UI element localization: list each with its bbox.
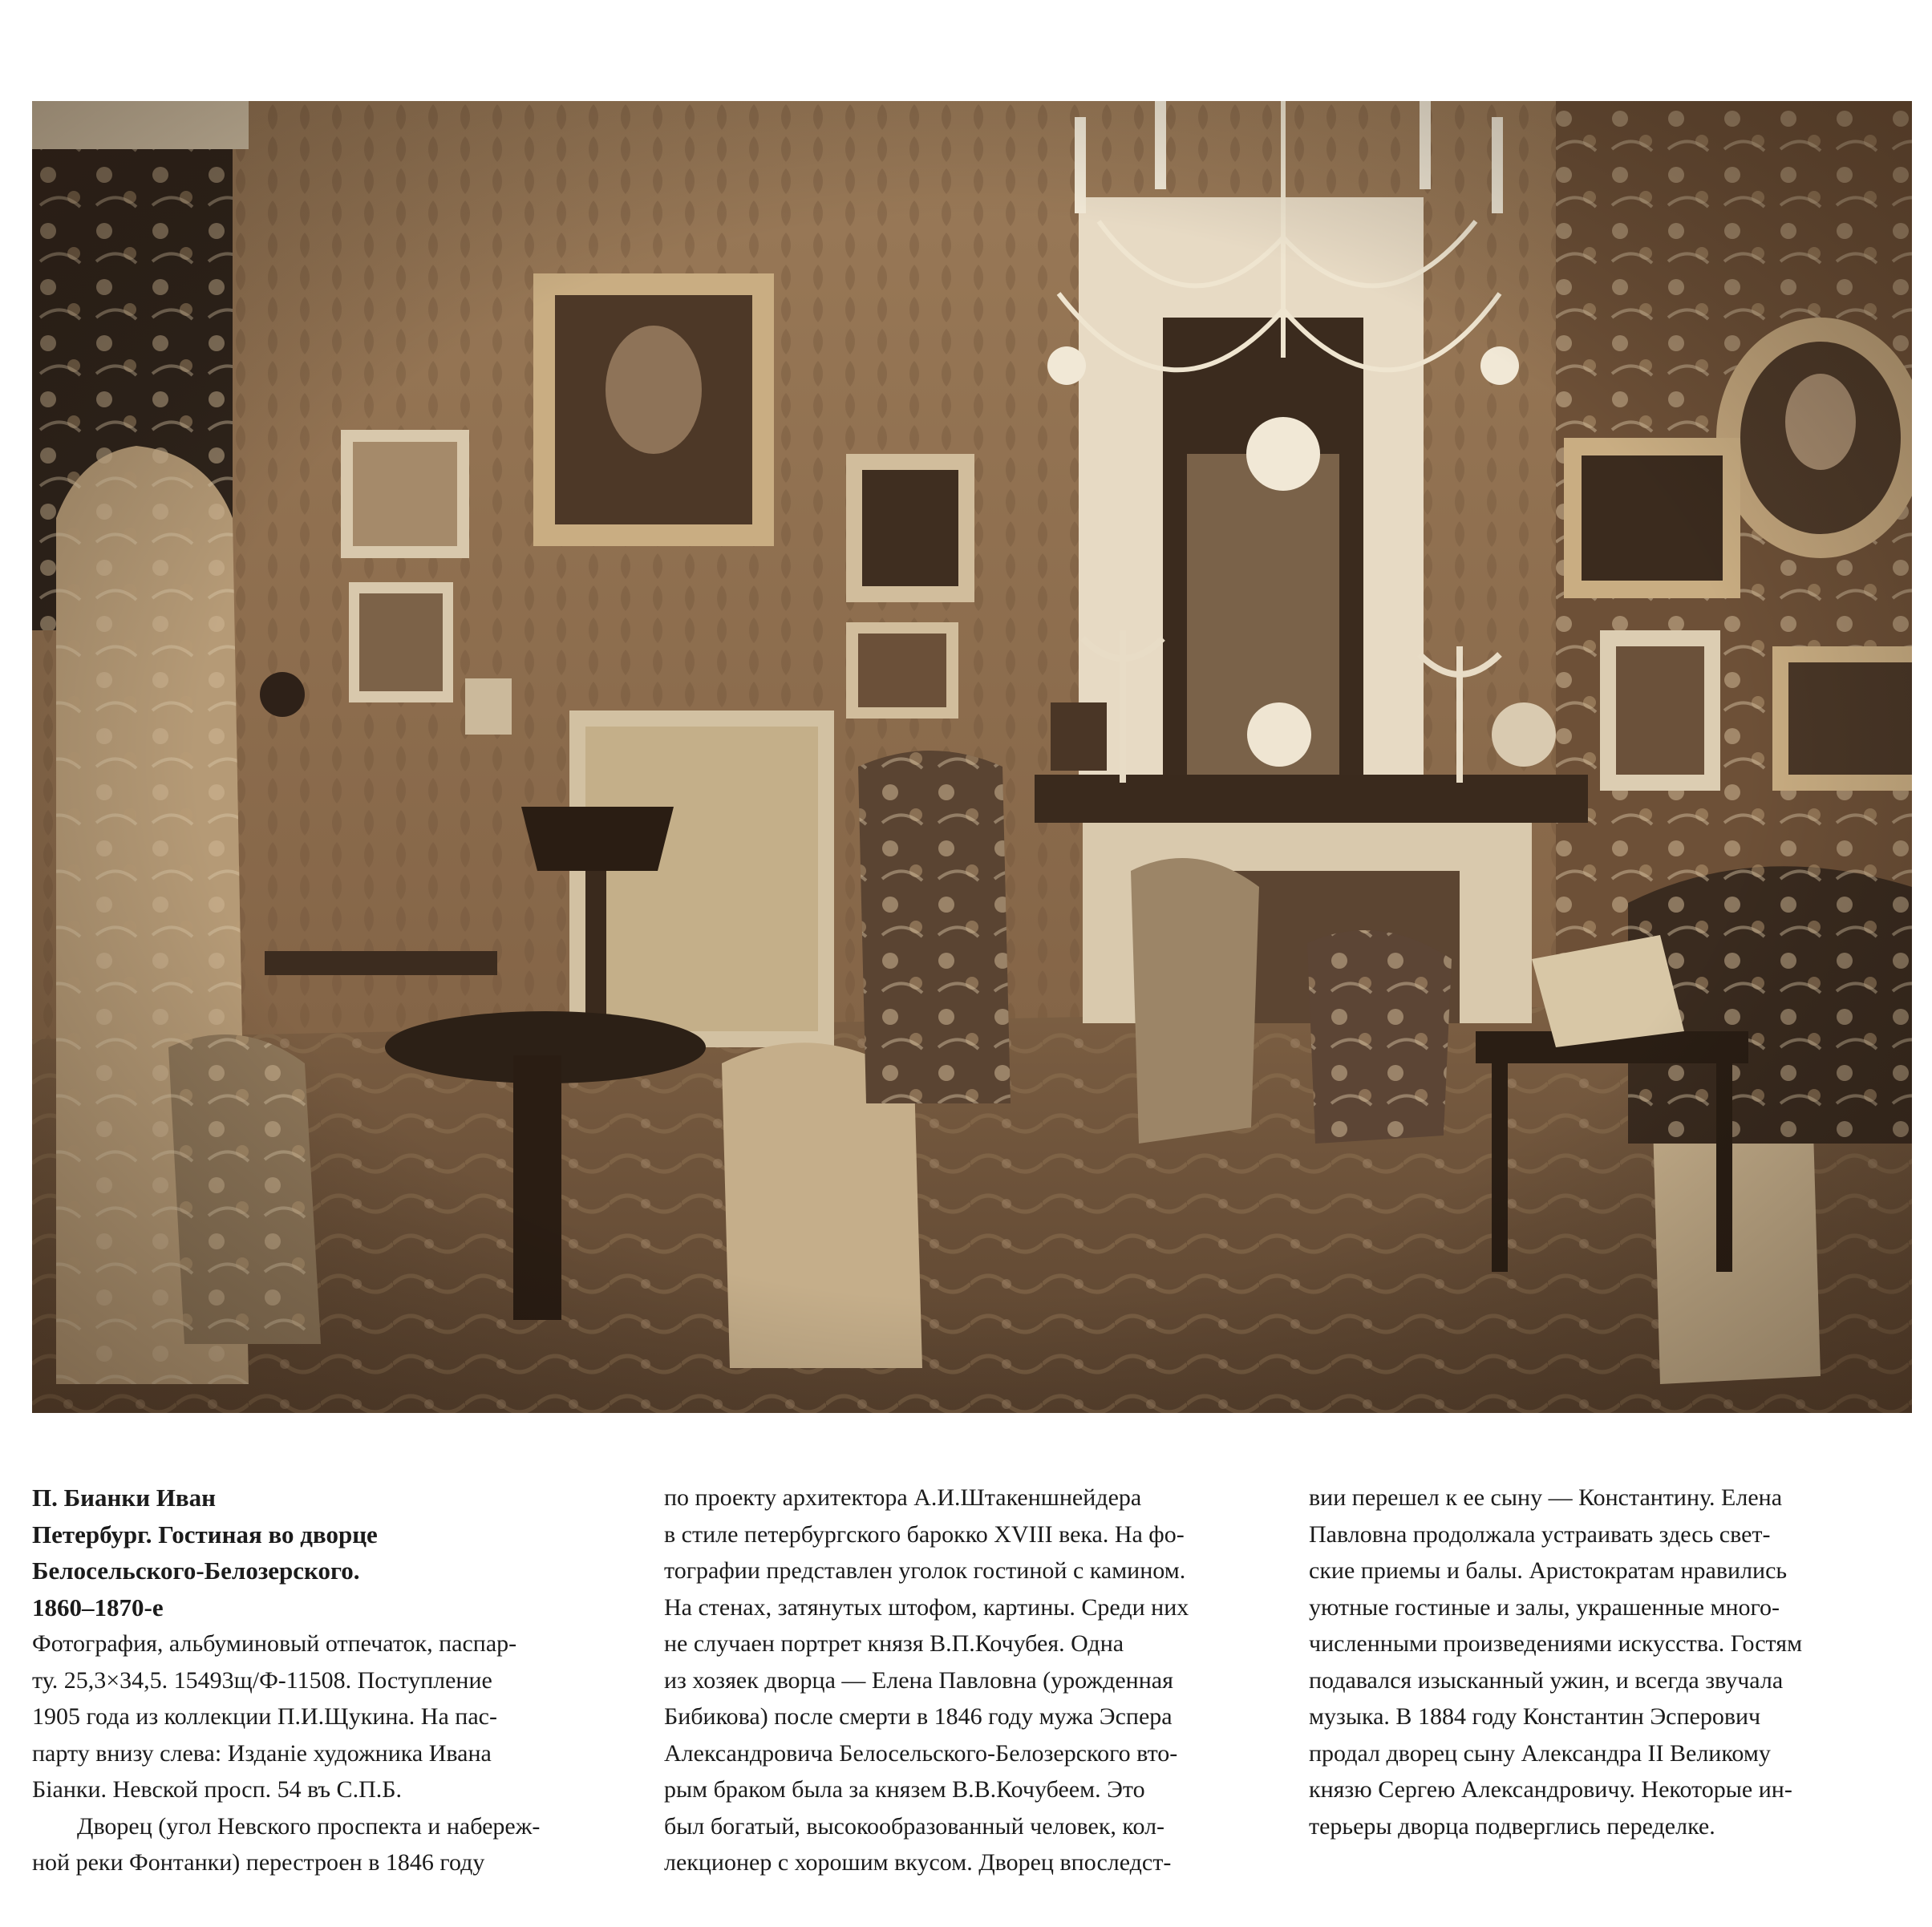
caption-text-line: Фотография, альбуминовый отпечаток, паспар- — [32, 1630, 517, 1657]
caption-text-line: лекционер с хорошим вкусом. Дворец впоследст- — [664, 1849, 1172, 1876]
caption-text-line: в стиле петербургского барокко XVIII века. На фо- — [664, 1520, 1185, 1548]
caption-text-line: терьеры дворца подверглись переделке. — [1309, 1812, 1715, 1840]
caption-date: 1860–1870-е — [32, 1593, 164, 1621]
caption-column-2 — [664, 1480, 1258, 1881]
caption-column-3 — [1309, 1480, 1918, 1844]
caption-text-line: рым браком была за князем В.В.Кочубеем. Это — [664, 1776, 1145, 1803]
caption-text-line: был богатый, высокообразованный человек, кол- — [664, 1812, 1165, 1840]
caption-title-line-2: Белосельского-Белозерского. — [32, 1557, 360, 1585]
caption-text-line: из хозяек дворца — Елена Павловна (урожденная — [664, 1666, 1173, 1694]
caption-text-line: подавался изысканный ужин, и всегда звучала — [1309, 1666, 1784, 1694]
caption-text-line: вии перешел к ее сыну — Константину. Елена — [1309, 1484, 1783, 1511]
caption-text-line: численными произведениями искусства. Гостям — [1309, 1630, 1803, 1657]
caption-text-line: Біанки. Невской просп. 54 въ С.П.Б. — [32, 1776, 402, 1803]
caption-text-line: музыка. В 1884 году Константин Эсперович — [1309, 1703, 1761, 1730]
caption-column-1 — [32, 1480, 610, 1881]
caption-text-line: Александровича Белосельского-Белозерского вто- — [664, 1739, 1178, 1767]
drawing-room-photo — [32, 101, 1912, 1413]
caption-text-line: ной реки Фонтанки) перестроен в 1846 году — [32, 1849, 485, 1876]
caption-author: П. Бианки Иван — [32, 1484, 217, 1512]
caption-text-line: ту. 25,3×34,5. 15493щ/Ф-11508. Поступление — [32, 1666, 492, 1694]
albumen-photograph — [32, 101, 1912, 1413]
caption-text-line: ские приемы и балы. Аристократам нравились — [1309, 1557, 1788, 1584]
caption-text-line: тографии представлен уголок гостиной с камином. — [664, 1557, 1186, 1584]
caption-text-line: не случаен портрет князя В.П.Кочубея. Одна — [664, 1630, 1124, 1657]
caption-text-line: 1905 года из коллекции П.И.Щукина. На пас- — [32, 1703, 497, 1730]
caption-text-line: парту внизу слева: Изданіе художника Ивана — [32, 1739, 492, 1767]
caption-text-line: На стенах, затянутых штофом, картины. Среди них — [664, 1593, 1189, 1621]
caption-text-line: уютные гостиные и залы, украшенные много- — [1309, 1593, 1780, 1621]
caption-title-line-1: Петербург. Гостиная во дворце — [32, 1520, 378, 1548]
caption-text-line: Павловна продолжала устраивать здесь свет- — [1309, 1520, 1771, 1548]
caption-text-line: Дворец (угол Невского проспекта и набереж- — [77, 1812, 541, 1840]
caption-text-line: князю Сергею Александровичу. Некоторые ин- — [1309, 1776, 1792, 1803]
caption-text-line: продал дворец сыну Александра II Великому — [1309, 1739, 1771, 1767]
caption-text-line: по проекту архитектора А.И.Штакеншнейдера — [664, 1484, 1142, 1511]
caption-text-line: Бибикова) после смерти в 1846 году мужа Эспера — [664, 1703, 1173, 1730]
